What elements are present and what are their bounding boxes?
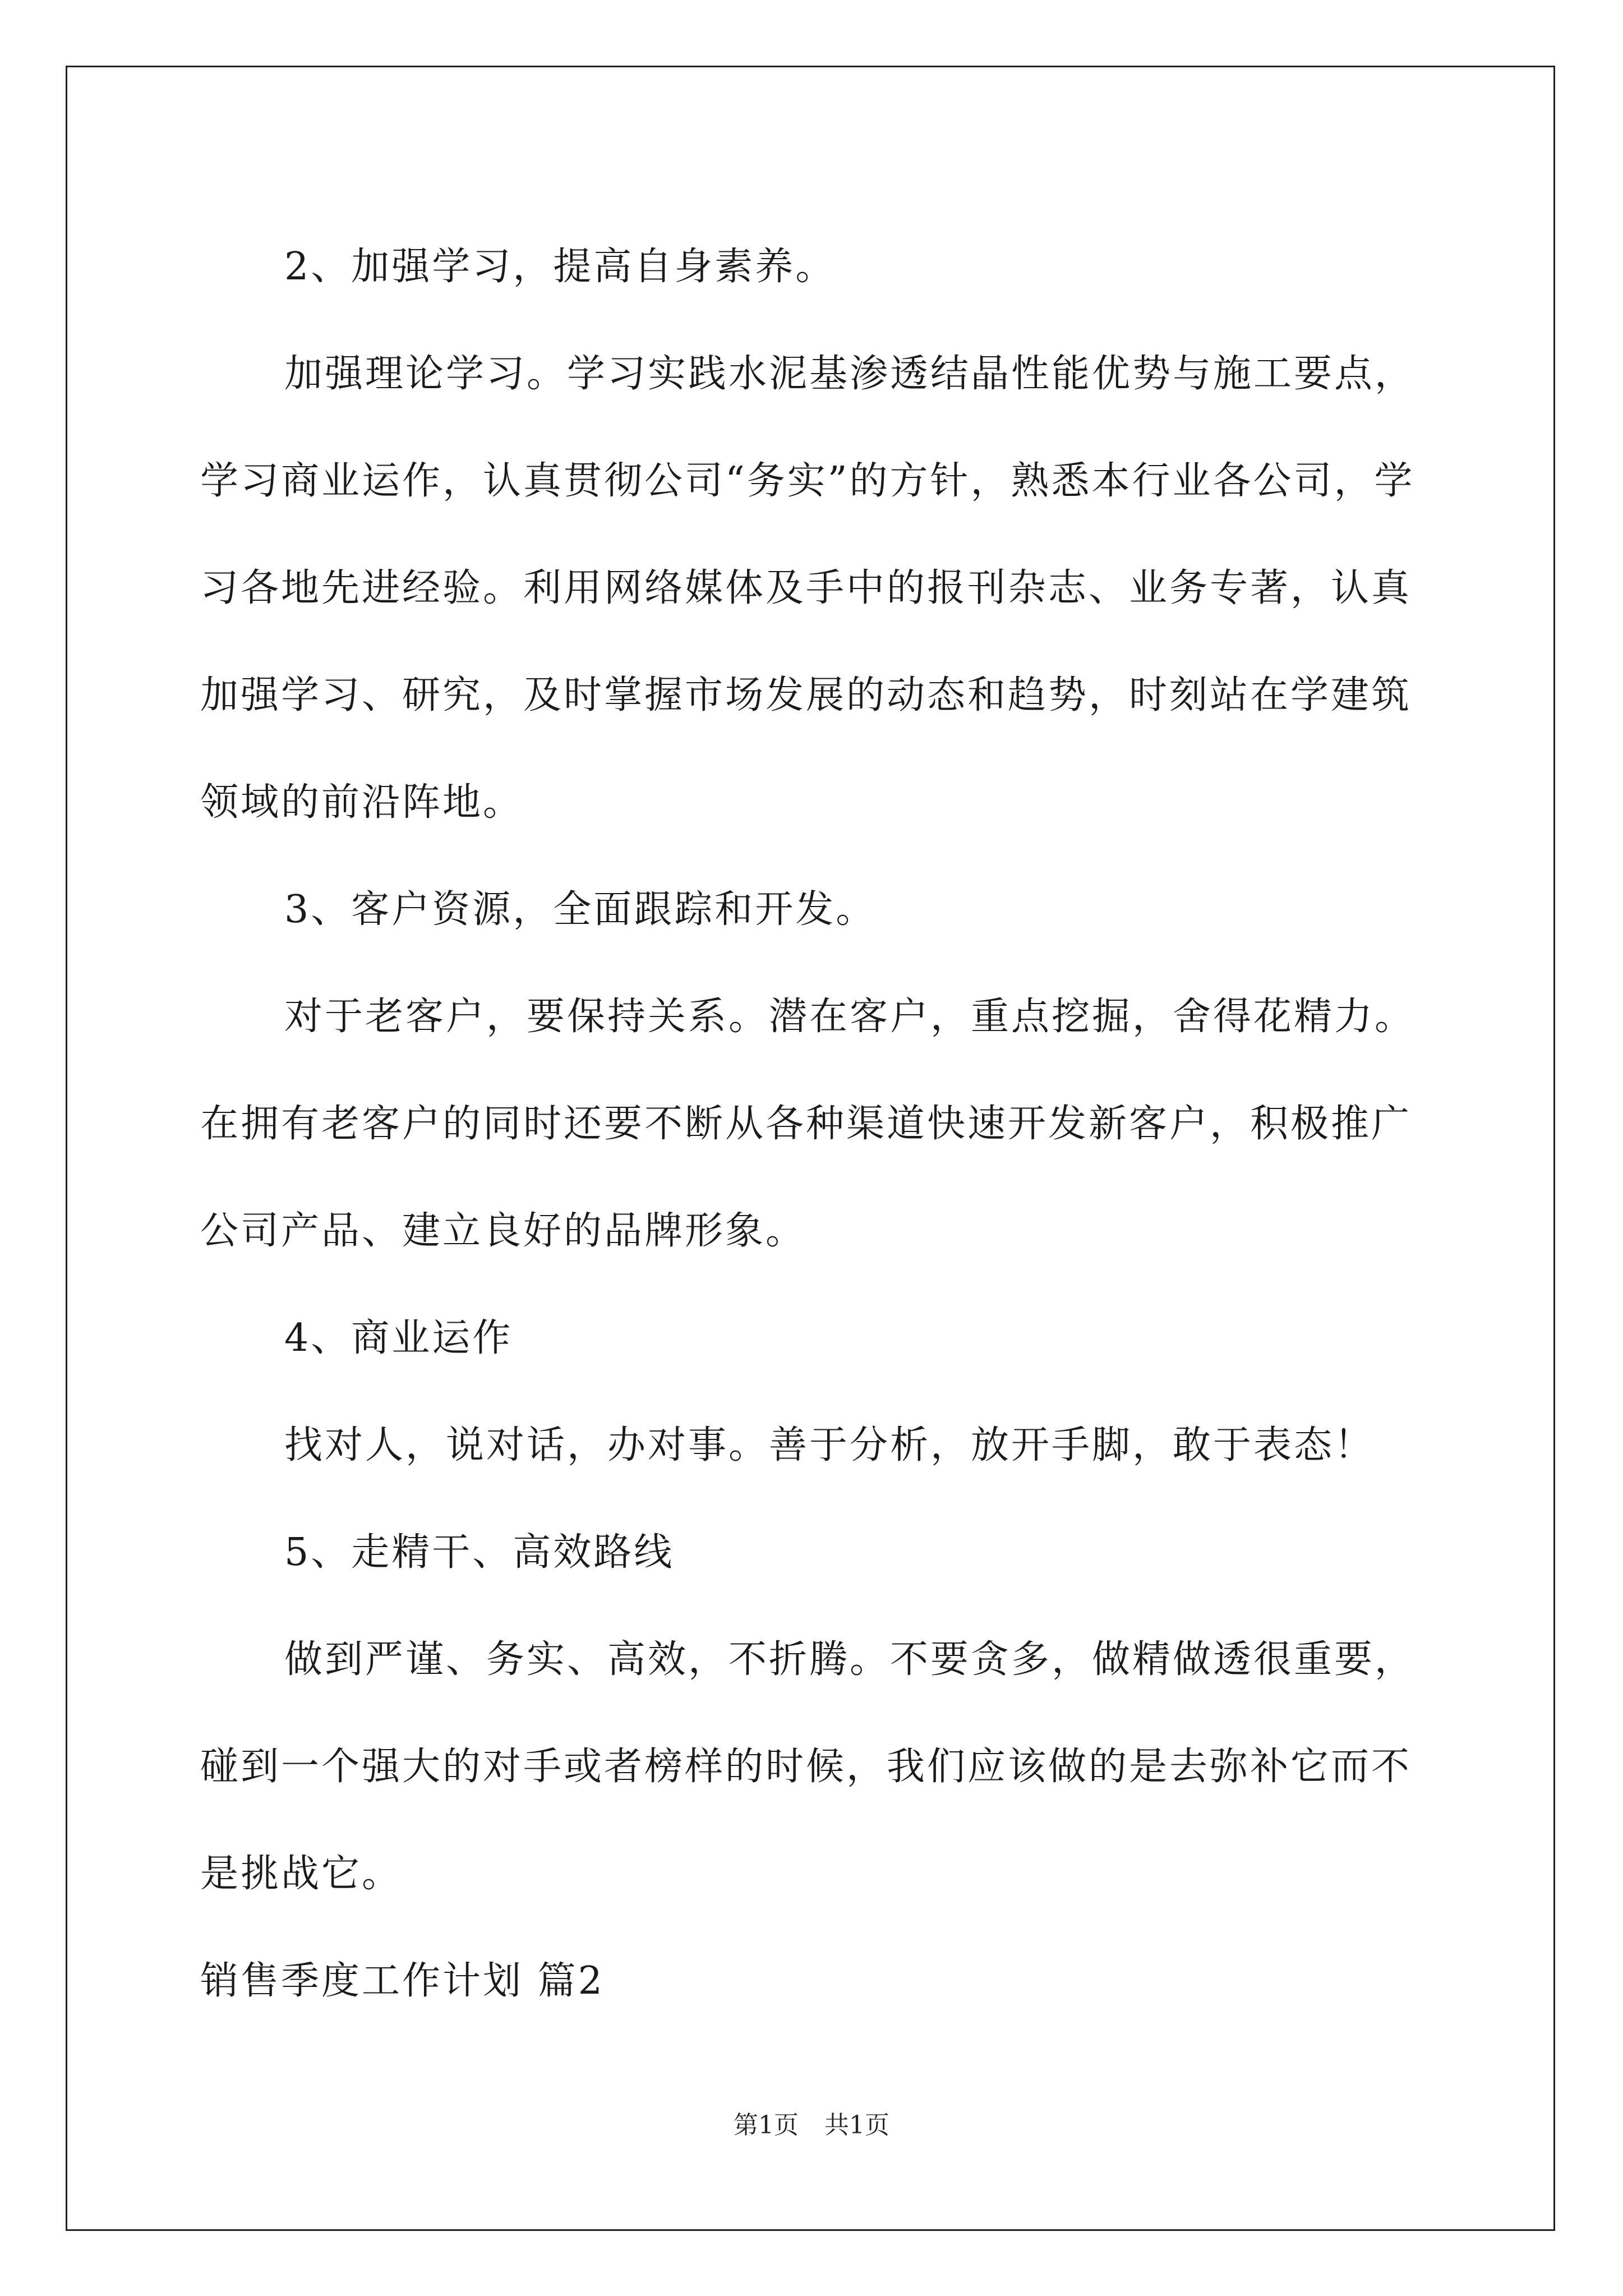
paragraph-customers: 对于老客户，要保持关系。潜在客户，重点挖掘，舍得花精力。在拥有老客户的同时还要不断从各种渠道快速开发新客户，积极推广公司产品、建立良好的品牌形象。 (200, 995, 1415, 1253)
page-number-current: 第1页 (734, 2111, 799, 2139)
document-body (200, 213, 1434, 2035)
section-title-plan-2: 销售季度工作计划 篇2 (200, 1959, 605, 2003)
heading-customer-resources: 3、客户资源，全面跟踪和开发。 (284, 887, 877, 932)
paragraph-theory-learning: 加强理论学习。学习实践水泥基渗透结晶性能优势与施工要点，学习商业运作，认真贯彻公司“务实”的方针，熟悉本行业各公司，学习各地先进经验。利用网络媒体及手中的报刊杂志、业务专著，认真加强学习、研究，及时掌握市场发展的动态和趋势，时刻站在学建筑领域的前沿阵地。 (200, 352, 1415, 825)
page-footer (0, 2105, 1623, 2141)
heading-business-operation: 4、商业运作 (284, 1316, 513, 1360)
heading-strengthen-learning: 2、加强学习，提高自身素养。 (284, 245, 836, 289)
heading-efficient-route: 5、走精干、高效路线 (284, 1530, 675, 1575)
page-number-total: 共1页 (824, 2111, 889, 2139)
paragraph-business-operation: 找对人，说对话，办对事。善于分析，放开手脚，敢于表态！ (284, 1423, 1375, 1467)
paragraph-efficient-route: 做到严谨、务实、高效，不折腾。不要贪多，做精做透很重要，碰到一个强大的对手或者榜样的时候，我们应该做的是去弥补它而不是挑战它。 (200, 1637, 1415, 1896)
